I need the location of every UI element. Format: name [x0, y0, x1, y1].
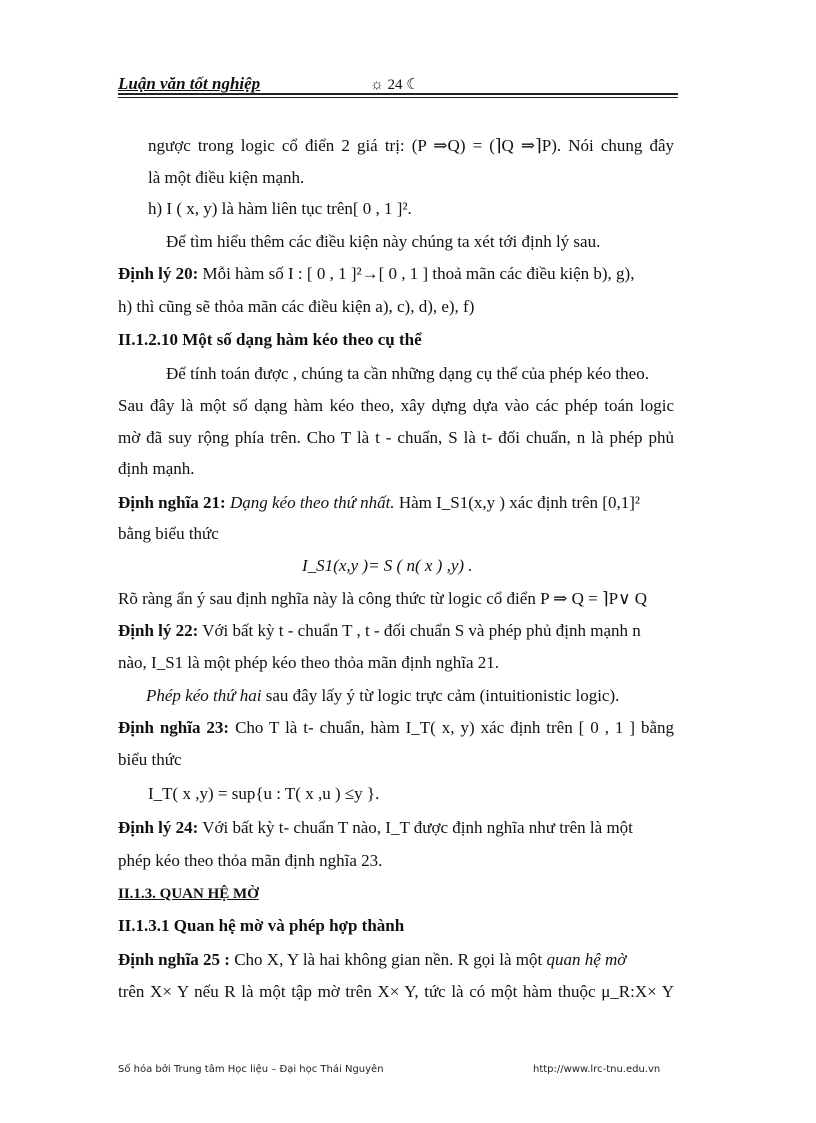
- text-line: định mạnh.: [118, 459, 195, 478]
- text-line: Để tính toán được , chúng ta cần những dạng cụ thể của phép kéo theo.: [166, 364, 649, 383]
- theorem-text: Với bất kỳ t - chuẩn T , t - đối chuẩn S và phép phủ định mạnh n: [202, 621, 641, 640]
- definition-title: Dạng kéo theo thứ nhất.: [229, 493, 395, 512]
- theorem-22: [118, 621, 641, 641]
- text-line: h) thì cũng sẽ thỏa mãn các điều kiện a), c), d), e), f): [118, 297, 475, 316]
- definition-23: [118, 718, 674, 738]
- footer-source: Số hóa bởi Trung tâm Học liệu – Đại học Thái Nguyên: [118, 1064, 384, 1075]
- italic-term: Phép kéo thứ hai: [146, 686, 262, 705]
- paragraph-second-implication: [146, 686, 619, 706]
- definition-text: Cho X, Y là hai không gian nền. R gọi là một: [234, 950, 543, 969]
- formula: I_S1(x,y )= S ( n( x ) ,y) .: [302, 556, 473, 575]
- theorem-20: [118, 264, 634, 284]
- text-line: h) I ( x, y) là hàm liên tục trên[ 0 , 1 ]².: [148, 199, 412, 218]
- definition-text: Hàm I_S1(x,y ) xác định trên [0,1]²: [398, 493, 640, 512]
- header-rule-thin: [118, 97, 678, 98]
- theorem-text: Mỗi hàm số I : [ 0 , 1 ]²→[ 0 , 1 ]: [202, 264, 429, 283]
- footer-url[interactable]: http://www.lrc-tnu.edu.vn: [533, 1064, 661, 1075]
- text-line: ngược trong logic cổ điển 2 giá trị: (P ⇒Q) = (⌉Q ⇒⌉P). Nói chung đây: [148, 136, 674, 155]
- theorem-24: [118, 818, 633, 838]
- text-line: Rõ ràng ẩn ý sau định nghĩa này là công thức từ logic cổ điển P ⇒ Q = ⌉P∨ Q: [118, 589, 648, 608]
- header-title: Luận văn tốt nghiệp: [118, 74, 261, 93]
- text-line: Để tìm hiểu thêm các điều kiện này chúng ta xét tới định lý sau.: [166, 232, 601, 251]
- text-line: trên X× Y nếu R là một tập mờ trên X× Y, tức là có một hàm thuộc μ_R:X× Y: [118, 982, 674, 1001]
- definition-text: Cho T là t- chuẩn, hàm I_T( x, y) xác định trên [ 0 , 1 ] bằng: [235, 718, 675, 737]
- section-heading: II.1.3. QUAN HỆ MỜ: [118, 886, 259, 902]
- paragraph-text: sau đây lấy ý từ logic trực cảm (intuitionistic logic).: [265, 686, 620, 705]
- theorem-text-cont: thoả mãn các điều kiện b), g),: [432, 264, 635, 283]
- text-line: mờ đã suy rộng phía trên. Cho T là t - chuẩn, S là t- đối chuẩn, n là phép phủ: [118, 428, 674, 447]
- text-line: là một điều kiện mạnh.: [148, 168, 305, 187]
- theorem-label: Định lý 22:: [118, 621, 199, 640]
- definition-25: [118, 950, 626, 970]
- text-line: Sau đây là một số dạng hàm kéo theo, xây dựng dựa vào các phép toán logic: [118, 396, 674, 415]
- header-rule: [118, 93, 678, 95]
- italic-term: quan hệ mờ: [546, 950, 627, 969]
- page-number: ☼ 24 ☾: [370, 77, 420, 93]
- definition-label: Định nghĩa 25 :: [118, 950, 230, 969]
- theorem-label: Định lý 20:: [118, 264, 199, 283]
- text-line: phép kéo theo thỏa mãn định nghĩa 23.: [118, 851, 383, 870]
- section-heading: II.1.2.10 Một số dạng hàm kéo theo cụ thể: [118, 330, 422, 349]
- text-line: bằng biểu thức: [118, 524, 219, 543]
- formula: I_T( x ,y) = sup{u : T( x ,u ) ≤y }.: [148, 784, 380, 803]
- theorem-label: Định lý 24:: [118, 818, 199, 837]
- definition-21: [118, 493, 640, 513]
- subsection-heading: II.1.3.1 Quan hệ mờ và phép hợp thành: [118, 916, 405, 935]
- text-line: biểu thức: [118, 750, 182, 769]
- theorem-text: Với bất kỳ t- chuẩn T nào, I_T được định nghĩa như trên là một: [202, 818, 633, 837]
- definition-label: Định nghĩa 21:: [118, 493, 226, 512]
- text-line: nào, I_S1 là một phép kéo theo thỏa mãn định nghĩa 21.: [118, 653, 500, 672]
- definition-label: Định nghĩa 23:: [118, 718, 230, 737]
